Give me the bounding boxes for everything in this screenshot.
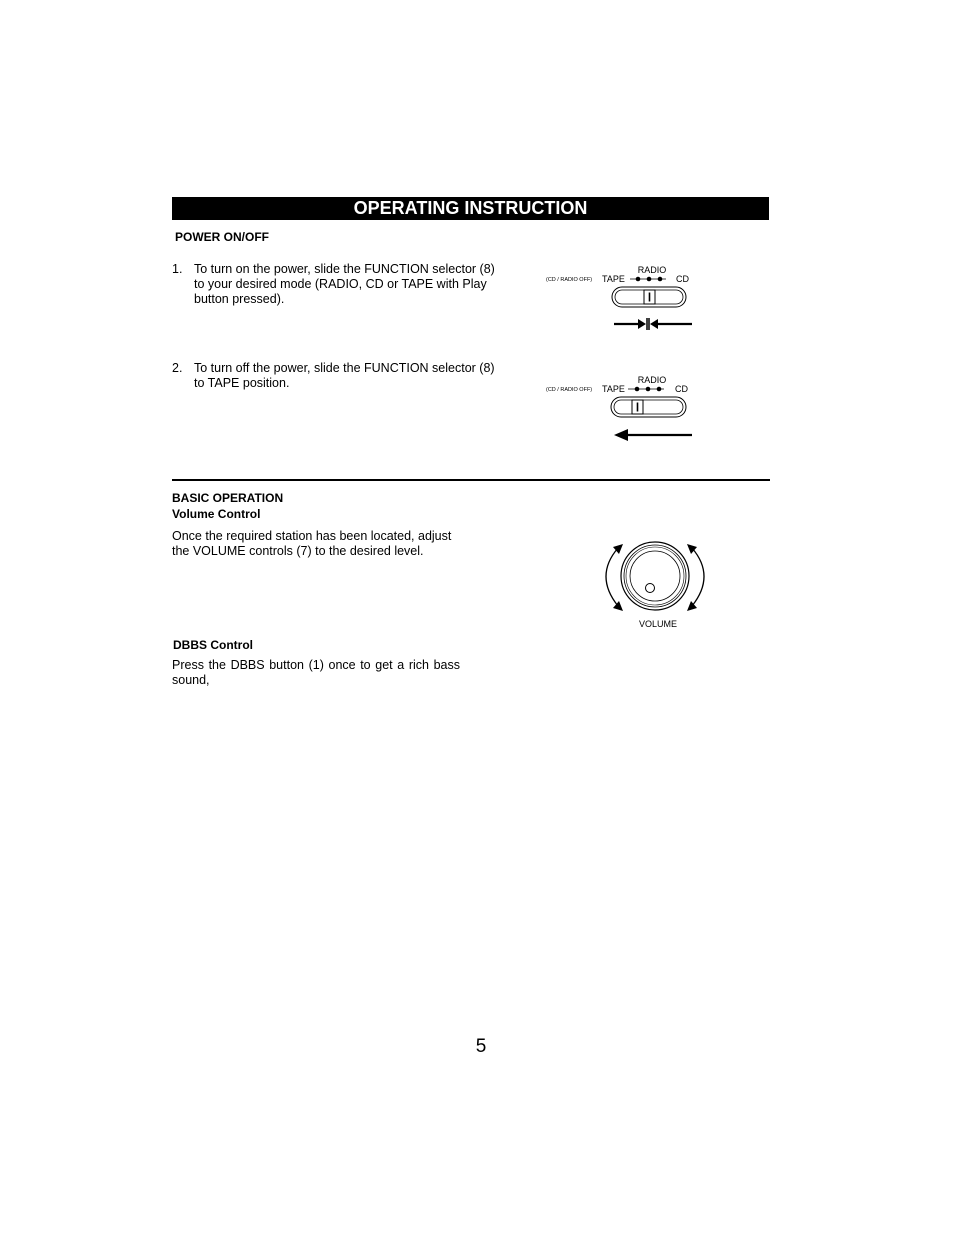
function-selector-diagram-on: [540, 260, 700, 340]
volume-control-heading: Volume Control: [172, 507, 261, 521]
slide-switch: [611, 397, 686, 417]
tape-label: TAPE: [602, 384, 625, 394]
dbbs-control-heading: DBBS Control: [173, 638, 253, 652]
converging-arrows: [614, 318, 692, 330]
volume-label: VOLUME: [638, 619, 678, 629]
dbbs-control-text: Press the DBBS button (1) once to get a rich bass sound,: [172, 658, 460, 687]
cd-label: CD: [675, 384, 688, 394]
power-heading: POWER ON/OFF: [175, 230, 269, 244]
volume-knob-icon: [621, 542, 689, 610]
radio-label: RADIO: [637, 265, 667, 275]
tape-label: TAPE: [602, 274, 625, 284]
basic-operation-heading: BASIC OPERATION: [172, 491, 284, 505]
off-note-label: (CD / RADIO OFF): [546, 387, 593, 393]
page-number: 5: [475, 1036, 487, 1057]
step-1-number: 1.: [172, 262, 183, 276]
position-dots: [630, 277, 666, 282]
radio-label: RADIO: [637, 375, 667, 385]
left-arrow: [614, 429, 692, 441]
section-title-bar: [172, 197, 769, 220]
position-dots: [628, 387, 664, 392]
off-note-label: (CD / RADIO OFF): [546, 277, 593, 283]
volume-knob-diagram: [598, 538, 716, 632]
cd-label: CD: [676, 274, 689, 284]
step-1-text: To turn on the power, slide the FUNCTION selector (8) to your desired mode (RADIO, CD or TAPE with Play button pressed).: [194, 262, 495, 306]
step-2: [172, 361, 512, 393]
function-selector-diagram-off: [540, 370, 700, 450]
step-1: [172, 262, 512, 310]
section-title: OPERATING INSTRUCTION: [353, 198, 588, 218]
slide-switch: [612, 287, 686, 307]
step-2-text: To turn off the power, slide the FUNCTION selector (8) to TAPE position.: [194, 361, 495, 390]
volume-control-text: Once the required station has been located, adjust the VOLUME controls (7) to the desired level.: [172, 529, 452, 558]
section-divider: [172, 479, 770, 481]
step-2-number: 2.: [172, 361, 183, 375]
